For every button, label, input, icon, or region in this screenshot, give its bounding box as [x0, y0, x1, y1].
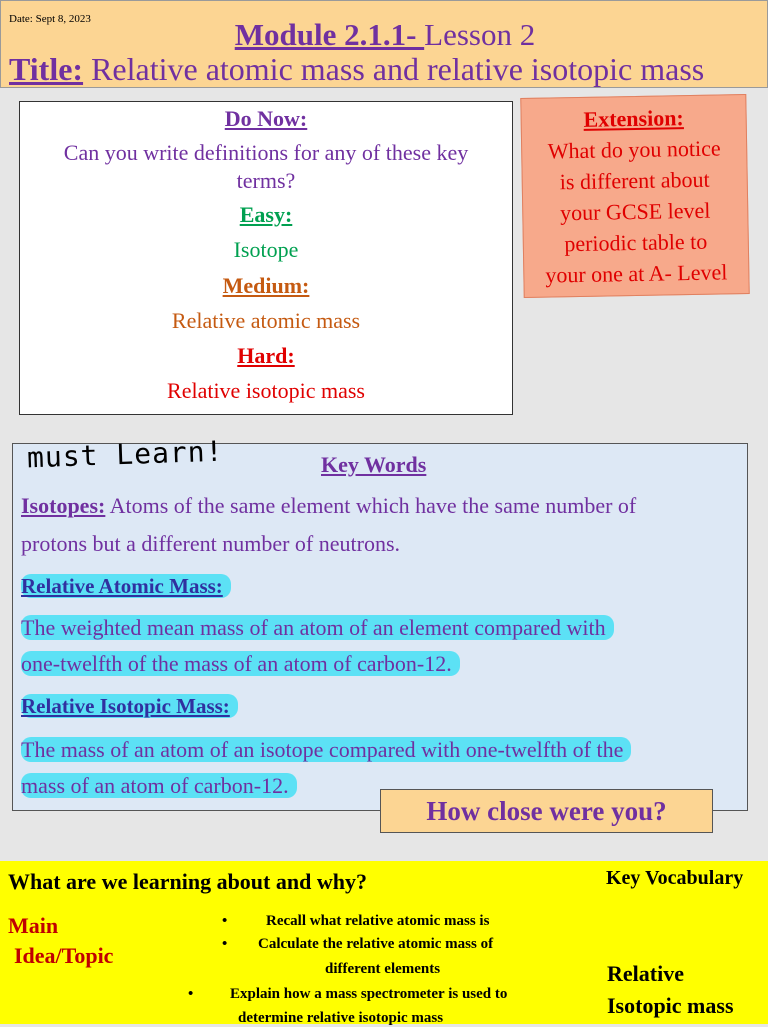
vocab-term-line1: Relative — [607, 961, 684, 986]
extension-line: your GCSE level — [559, 197, 711, 226]
module-number: Module 2.1.1- — [234, 17, 425, 52]
relative-atomic-mass-label: Relative Atomic Mass: — [21, 574, 231, 598]
lesson-date: Date: Sept 8, 2023 — [9, 13, 91, 25]
lesson-title — [9, 51, 704, 88]
title-text: Relative atomic mass and relative isotopic mass — [83, 51, 705, 87]
module-title — [1, 17, 768, 53]
extension-line: your one at A- Level — [545, 259, 728, 288]
hard-term: Relative isotopic mass — [167, 378, 365, 403]
title-label: Title: — [9, 51, 84, 87]
relative-isotopic-mass-label: Relative Isotopic Mass: — [21, 694, 238, 718]
medium-label: Medium: — [222, 273, 310, 298]
isotopes-definition-line1 — [21, 488, 636, 524]
key-words-heading: Key Words — [321, 452, 427, 477]
isotopes-text: Atoms of the same element which have the same number of — [105, 493, 637, 518]
key-vocabulary-label: Key Vocabulary — [606, 867, 744, 889]
key-words-box — [12, 434, 748, 811]
do-now-prompt-line2: terms? — [236, 168, 296, 193]
extension-line: is different about — [559, 166, 710, 195]
lesson-header — [0, 0, 768, 88]
isotopes-definition-line2: protons but a different number of neutrons. — [21, 531, 401, 556]
learning-objectives-panel: What are we learning about and why? Key Vocabulary Main Idea/Topic • Recall what relative atomic mass is • Calculate the relative atomic mass of different elements • Explain how a mass spectrometer is used to determine relative isotopic mass Relative Isotopic mass — [0, 861, 768, 1024]
do-now-box — [19, 101, 513, 415]
handwritten-note: must Learn! — [26, 434, 224, 475]
easy-term: Isotope — [233, 237, 299, 262]
relative-isotopic-mass-line2: mass of an atom of carbon-12. — [21, 773, 297, 798]
learning-question: What are we learning about and why? — [8, 869, 367, 894]
how-close-box: How close were you? — [380, 789, 713, 833]
lesson-number: Lesson 2 — [424, 17, 536, 52]
vocab-term-line2: Isotopic mass — [607, 993, 734, 1018]
relative-atomic-mass-line2: one-twelfth of the mass of an atom of carbon-12. — [21, 651, 460, 676]
extension-heading: Extension: — [583, 105, 684, 132]
hard-label: Hard: — [237, 343, 295, 368]
easy-label: Easy: — [239, 202, 293, 227]
main-idea-line1: Main — [8, 913, 59, 938]
do-now-prompt-line1: Can you write definitions for any of these key — [63, 140, 469, 165]
relative-atomic-mass-line1: The weighted mean mass of an atom of an element compared with — [21, 615, 614, 640]
extension-box — [520, 94, 749, 298]
main-idea-line2: Idea/Topic — [14, 943, 114, 968]
extension-line: periodic table to — [564, 228, 708, 257]
do-now-heading: Do Now: — [224, 106, 308, 131]
isotopes-label: Isotopes: — [21, 493, 106, 518]
relative-isotopic-mass-line1: The mass of an atom of an isotope compared with one-twelfth of the — [21, 737, 631, 762]
extension-line: What do you notice — [547, 135, 721, 164]
medium-term: Relative atomic mass — [171, 308, 361, 333]
